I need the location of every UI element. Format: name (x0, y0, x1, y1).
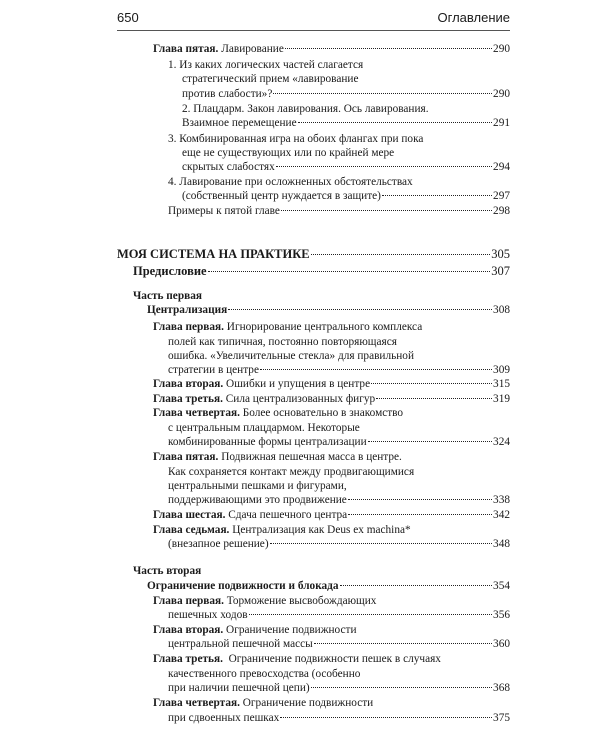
section-title: Централизация (147, 304, 228, 316)
section-title: Ограничение подвижности и блокада (147, 580, 339, 592)
entry-title: центральной пешечной массы (168, 638, 313, 650)
chapter-label: Глава пятая. (153, 451, 219, 463)
page-ref: 315 (493, 378, 510, 390)
toc-line: ошибка. «Увеличительные стекла» для правильной (168, 350, 414, 362)
page-ref: 319 (493, 393, 510, 405)
dot-leader (276, 166, 492, 167)
entry-title: (внезапное решение) (168, 538, 269, 550)
section-title: МОЯ СИСТЕМА НА ПРАКТИКЕ (117, 247, 310, 261)
toc-entry: Глава третья. Сила централизованных фигур 319 (153, 393, 510, 405)
entry-title: Взаимное перемещение (182, 117, 297, 129)
toc-line: Глава первая. Торможение высвобождающих (153, 595, 377, 607)
toc-line: качественного превосходства (особенно (168, 668, 361, 680)
toc-entry (133, 263, 510, 279)
page-ref: 356 (493, 609, 510, 621)
chapter-label: Глава первая. (153, 595, 224, 607)
entry-title: (собственный центр нуждается в защите) (182, 190, 381, 202)
toc-entry (168, 681, 510, 695)
dot-leader (208, 271, 491, 272)
toc-line: центральными пешками и фигурами, (168, 480, 347, 492)
chapter-label: Глава четвертая. (153, 407, 240, 419)
entry-title: поддерживающими это продвижение (168, 494, 347, 506)
entry-title: Примеры к пятой главе (168, 205, 280, 217)
toc-line: 1. Из каких логических частей слагается (168, 59, 364, 71)
chapter-label: Глава пятая. (153, 43, 219, 55)
entry-title: скрытых слабостях (182, 161, 275, 173)
toc-part-heading (117, 246, 510, 262)
chapter-label: Глава первая. (153, 321, 224, 333)
page-ref: 305 (491, 247, 510, 261)
dot-leader (270, 543, 492, 544)
toc-entry (182, 189, 510, 203)
entry-title: комбинированные формы централизации (168, 436, 367, 448)
dot-leader (376, 398, 492, 399)
toc-entry (147, 579, 510, 593)
toc-line: Глава седьмая. Централизация как Deus ex machina* (153, 524, 411, 536)
toc-line: Глава четвертая. Более основательно в знакомство (153, 407, 404, 419)
toc-entry (153, 42, 510, 56)
page-ref: 309 (493, 364, 510, 376)
toc-entry (168, 435, 510, 449)
toc-entry (182, 116, 510, 130)
page-ref: 298 (493, 205, 510, 217)
toc-entry (168, 363, 510, 377)
toc-line: 4. Лавирование при осложненных обстоятельствах (168, 176, 413, 188)
dot-leader (311, 687, 492, 688)
toc-entry (168, 537, 510, 551)
page-ref: 354 (493, 580, 510, 592)
dot-leader (348, 499, 492, 500)
dot-leader (280, 717, 492, 718)
dot-leader (368, 441, 492, 442)
page-ref: 291 (493, 117, 510, 129)
dot-leader (311, 254, 491, 255)
page-number: 650 (117, 10, 139, 25)
section-title: Предисловие (133, 264, 207, 278)
page-ref: 307 (491, 264, 510, 278)
dot-leader (382, 195, 492, 196)
toc-line: Глава третья. Ограничение подвижности пешек в случаях (153, 653, 441, 665)
chapter-label: Глава шестая. (153, 509, 226, 521)
toc-line: Глава вторая. Ограничение подвижности (153, 624, 357, 636)
toc-entry (168, 493, 510, 507)
chapter-label: Глава вторая. (153, 624, 224, 636)
entry-title: Лавирование (218, 43, 284, 55)
running-header (117, 8, 510, 31)
toc-line: стратегический прием «лавирование (182, 73, 359, 85)
dot-leader (348, 514, 492, 515)
dot-leader (314, 643, 492, 644)
dot-leader (281, 210, 492, 211)
toc-entry (168, 204, 510, 218)
page-ref: 297 (493, 190, 510, 202)
page-ref: 375 (493, 712, 510, 724)
toc-line: Как сохраняется контакт между продвигающимися (168, 466, 415, 478)
toc-entry (182, 160, 510, 174)
page-ref: 294 (493, 161, 510, 173)
page-ref: 360 (493, 638, 510, 650)
toc-entry (168, 711, 510, 725)
page-ref: 368 (493, 682, 510, 694)
chapter-label: Глава вторая. (153, 378, 224, 390)
toc-line: полей как типичная, постоянно повторяющаяся (168, 336, 397, 348)
toc-entry: Глава вторая. Ошибки и упущения в центре 315 (153, 378, 510, 390)
dot-leader (340, 585, 493, 586)
dot-leader (273, 93, 492, 94)
page-ref: 348 (493, 538, 510, 550)
toc-entry (168, 637, 510, 651)
dot-leader (228, 309, 492, 310)
chapter-label: Глава седьмая. (153, 524, 230, 536)
page-ref: 324 (493, 436, 510, 448)
toc-line: с центральным плацдармом. Некоторые (168, 422, 360, 434)
entry-title: стратегии в центре (168, 364, 259, 376)
dot-leader (298, 122, 492, 123)
chapter-label: Глава третья. (153, 393, 223, 405)
toc-line: Глава пятая. Подвижная пешечная масса в центре. (153, 451, 402, 463)
chapter-label: Глава третья. (153, 653, 223, 665)
page-ref: 308 (493, 304, 510, 316)
page-ref: 290 (493, 88, 510, 100)
part-label: Часть первая (133, 290, 202, 302)
dot-leader (249, 614, 492, 615)
toc-line: 2. Плацдарм. Закон лавирования. Ось лавирования. (182, 103, 429, 115)
page-ref: 290 (493, 43, 510, 55)
dot-leader (285, 48, 492, 49)
toc-line: 3. Комбинированная игра на обоих флангах при пока (168, 133, 424, 145)
part-label: Часть вторая (133, 565, 202, 577)
toc-line: еще не существующих или по крайней мере (182, 147, 395, 159)
toc-entry: Глава шестая. Сдача пешечного центра 342 (153, 509, 510, 521)
entry-title: пешечных ходов (168, 609, 248, 621)
page-ref: 338 (493, 494, 510, 506)
dot-leader (371, 383, 492, 384)
toc-line: Глава первая. Игнорирование центрального комплекса (153, 321, 423, 333)
toc-entry (168, 608, 510, 622)
toc-entry (147, 303, 510, 317)
chapter-label: Глава четвертая. (153, 697, 240, 709)
entry-title: против слабости»? (182, 88, 273, 100)
running-title: Оглавление (437, 10, 510, 25)
page-ref: 342 (493, 509, 510, 521)
toc-line: Глава четвертая. Ограничение подвижности (153, 697, 374, 709)
entry-title: при сдвоенных пешках (168, 712, 280, 724)
toc-entry (182, 87, 510, 101)
entry-title: при наличии пешечной цепи) (168, 682, 310, 694)
dot-leader (260, 369, 492, 370)
